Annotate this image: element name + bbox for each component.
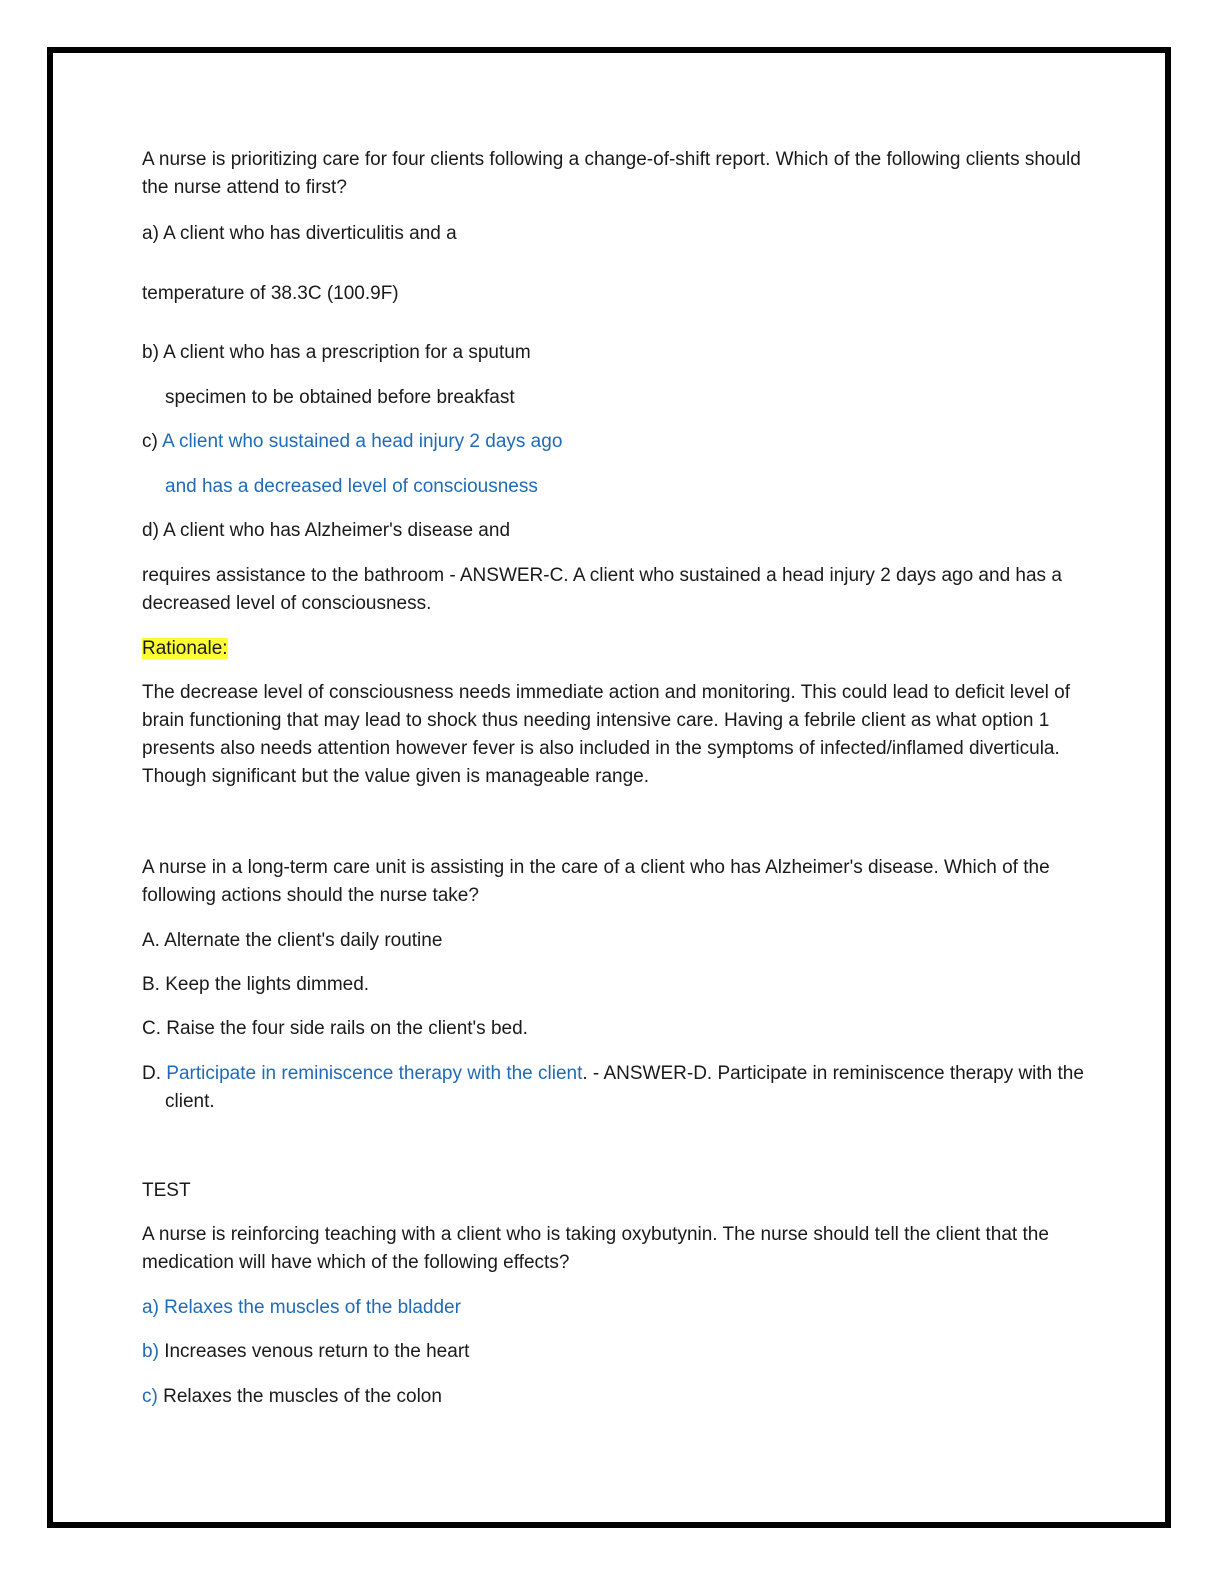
q3-option-c-prefix: c) <box>142 1386 158 1407</box>
q1-option-b-line1: b) A client who has a prescription for a sputum <box>142 342 531 363</box>
question-2-stem: A nurse in a long-term care unit is assisting in the care of a client who has Alzheimer's disease. Which of the following actions should the nurse take? <box>142 857 1050 906</box>
q1-option-c-line2: and has a decreased level of consciousness <box>165 476 538 497</box>
q3-option-c-text: Relaxes the muscles of the colon <box>163 1386 442 1407</box>
q1-option-d-answer: requires assistance to the bathroom - ANSWER-C. A client who sustained a head injury 2 days ago and has a decreased level of consciousness. <box>142 565 1062 614</box>
q2-option-d-rest: . - ANSWER-D. Participate in reminiscence therapy with the client. <box>165 1063 1084 1112</box>
rationale-label-row <box>142 635 1082 663</box>
q1-option-a-line2: temperature of 38.3C (100.9F) <box>142 283 399 304</box>
q1-option-c-prefix: c) <box>142 431 158 452</box>
test-heading: TEST <box>142 1180 191 1201</box>
q3-option-c <box>142 1383 1082 1411</box>
q2-option-b: B. Keep the lights dimmed. <box>142 974 370 995</box>
rationale-label: Rationale: <box>142 638 228 659</box>
rationale-text: The decrease level of consciousness needs immediate action and monitoring. This could lead to deficit level of brain functioning that may lead to shock thus needing intensive care. Having a febrile client as what option 1 presents also needs attention however fever is also included in the symptoms of infected/inflamed diverticula. Though significant but the value given is manageable range. <box>142 682 1071 787</box>
q3-option-b-text: Increases venous return to the heart <box>164 1341 470 1362</box>
q1-option-b-line2: specimen to be obtained before breakfast <box>165 387 515 408</box>
q3-option-a: a) Relaxes the muscles of the bladder <box>142 1297 461 1318</box>
question-3-stem: A nurse is reinforcing teaching with a client who is taking oxybutynin. The nurse should tell the client that the medication will have which of the following effects? <box>142 1224 1049 1273</box>
q2-option-d-answer: Participate in reminiscence therapy with the client <box>166 1063 583 1084</box>
q3-option-b <box>142 1338 1082 1366</box>
q2-option-a: A. Alternate the client's daily routine <box>142 930 443 951</box>
q3-option-b-prefix: b) <box>142 1341 159 1362</box>
q1-option-a-line1: a) A client who has diverticulitis and a <box>142 223 457 244</box>
q1-option-c-line1 <box>142 428 1082 456</box>
q1-option-c-answer: A client who sustained a head injury 2 days ago <box>162 431 563 452</box>
q2-option-d <box>142 1060 1105 1116</box>
q2-option-d-prefix: D. <box>142 1063 161 1084</box>
question-1-stem: A nurse is prioritizing care for four clients following a change-of-shift report. Which of the following clients should the nurse attend to first? <box>142 149 1081 198</box>
q1-option-d-line1: d) A client who has Alzheimer's disease and <box>142 520 511 541</box>
q2-option-c: C. Raise the four side rails on the client's bed. <box>142 1018 528 1039</box>
